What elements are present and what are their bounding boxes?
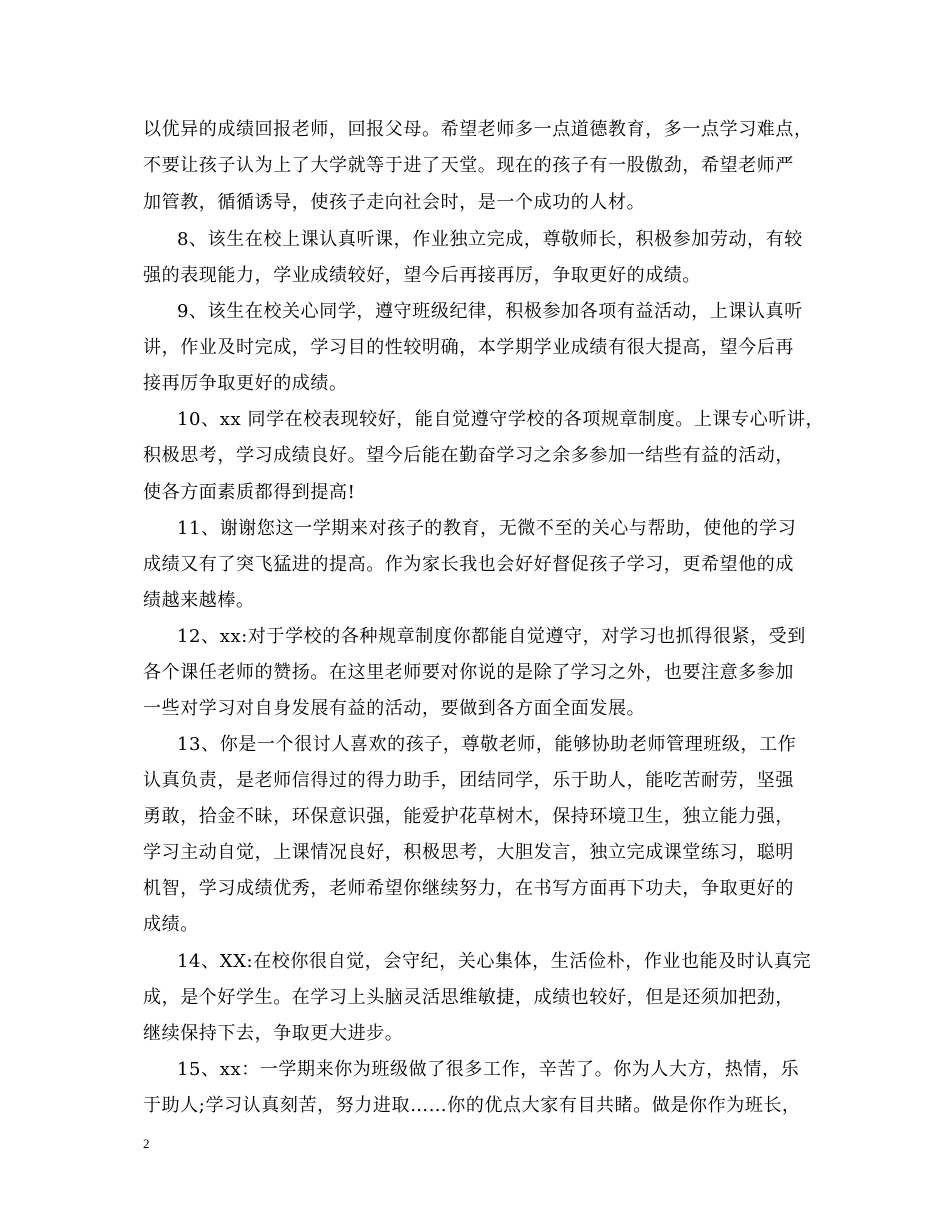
paragraph-12-line: 12、xx:对于学校的各种规章制度你都能自觉遵守，对学习也抓得很紧，受到 [177,626,806,647]
paragraph-11-line: 11、谢谢您这一学期来对孩子的教育，无微不至的关心与帮助，使他的学习 [177,518,797,539]
page-number: 2 [143,1136,150,1151]
text-line: 勇敢，拾金不昧，环保意识强，能爱护花草树木，保持环境卫生，独立能力强， [143,806,794,827]
text-line: 认真负责，是老师信得过的得力助手，团结同学，乐于助人，能吃苦耐劳，坚强 [143,770,794,791]
text-line: 不要让孩子认为上了大学就等于进了天堂。现在的孩子有一股傲劲，希望老师严 [143,155,794,176]
text-line: 继续保持下去，争取更大进步。 [143,1023,404,1044]
text-line: 绩越来越棒。 [143,590,255,611]
text-line: 一些对学习对自身发展有益的活动，要做到各方面全面发展。 [143,698,646,719]
paragraph-14-line: 14、XX:在校你很自觉，会守纪，关心集体，生活俭朴，作业也能及时认真完 [177,951,812,972]
text-line: 积极思考，学习成绩良好。望今后能在勤奋学习之余多参加一结些有益的活动， [143,445,794,466]
text-line: 成，是个好学生。在学习上头脑灵活思维敏捷，成绩也较好，但是还须加把劲， [143,987,794,1008]
text-line: 加管教，循循诱导，使孩子走向社会时，是一个成功的人材。 [143,192,646,213]
text-line: 学习主动自觉，上课情况良好，积极思考，大胆发言，独立完成课堂练习，聪明 [143,842,794,863]
paragraph-10-line: 10、xx 同学在校表现较好，能自觉遵守学校的各项规章制度。上课专心听讲， [177,409,825,430]
text-line: 于助人;学习认真刻苦，努力进取……你的优点大家有目共睹。做是你作为班长， [143,1095,801,1116]
paragraph-15-line: 15、xx：一学期来你为班级做了很多工作，辛苦了。你为人大方，热情，乐 [177,1059,800,1080]
text-line: 各个课任老师的赞扬。在这里老师要对你说的是除了学习之外，也要注意多参加 [143,662,794,683]
text-line: 讲，作业及时完成，学习目的性较明确，本学期学业成绩有很大提高，望今后再 [143,337,794,358]
paragraph-13-line: 13、你是一个很讨人喜欢的孩子，尊敬老师，能够协助老师管理班级，工作 [177,734,797,755]
text-line: 使各方面素质都得到提高! [143,482,356,503]
text-line: 成绩。 [143,914,199,935]
text-line: 成绩又有了突飞猛进的提高。作为家长我也会好好督促孩子学习，更希望他的成 [143,554,794,575]
text-line: 以优异的成绩回报老师，回报父母。希望老师多一点道德教育，多一点学习难点， [143,119,813,140]
text-line: 接再厉争取更好的成绩。 [143,373,348,394]
text-line: 强的表现能力，学业成绩较好，望今后再接再厉，争取更好的成绩。 [143,265,701,286]
paragraph-9-line: 9、该生在校关心同学，遵守班级纪律，积极参加各项有益活动，上课认真听 [177,301,803,322]
paragraph-8-line: 8、该生在校上课认真听课，作业独立完成，尊敬师长，积极参加劳动，有较 [177,229,803,250]
text-line: 机智，学习成绩优秀，老师希望你继续努力，在书写方面再下功夫，争取更好的 [143,878,794,899]
